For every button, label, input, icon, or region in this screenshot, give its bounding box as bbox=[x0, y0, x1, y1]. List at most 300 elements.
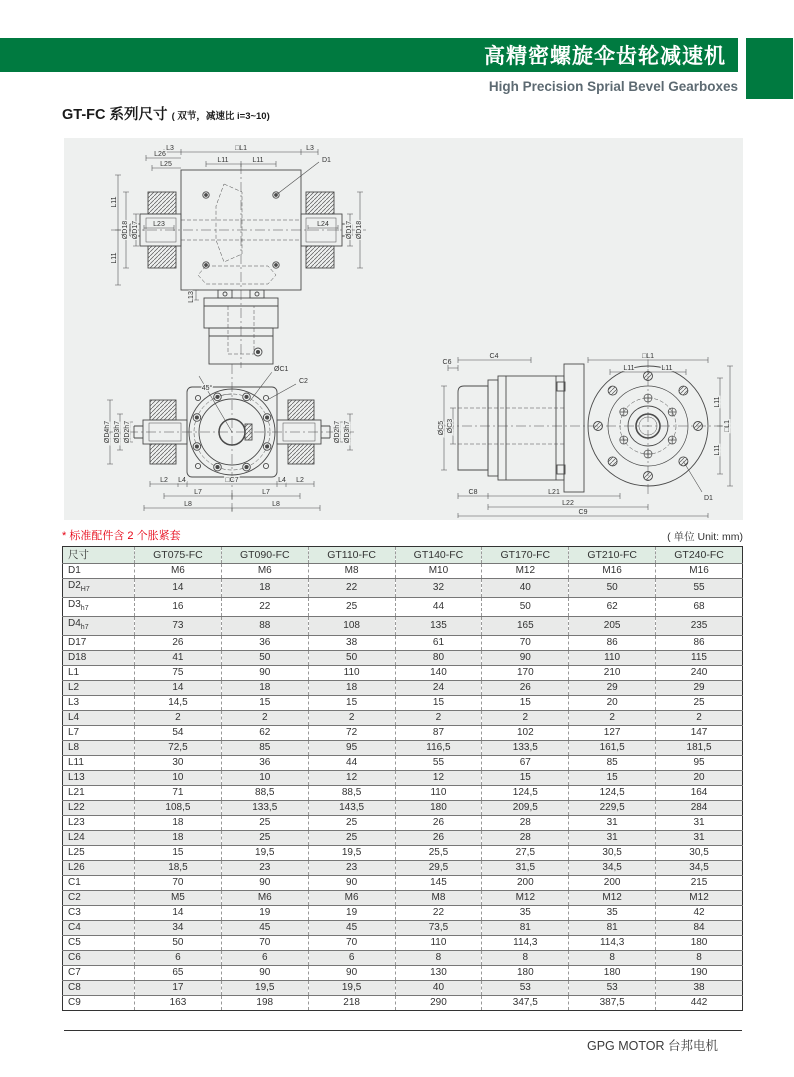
dim-label: L11 bbox=[714, 396, 721, 408]
dim-label: L24 bbox=[317, 221, 329, 228]
dimension-value: 31 bbox=[656, 831, 743, 846]
dim-label: C9 bbox=[578, 509, 588, 516]
dimension-value: 108 bbox=[308, 617, 395, 636]
dimension-value: 45 bbox=[221, 921, 308, 936]
column-header: GT210-FC bbox=[569, 547, 656, 564]
dimension-value: M12 bbox=[656, 891, 743, 906]
dimension-value: 72,5 bbox=[135, 741, 222, 756]
dimension-value: 164 bbox=[656, 786, 743, 801]
dimension-value: 71 bbox=[135, 786, 222, 801]
dimension-value: 180 bbox=[395, 801, 482, 816]
header-title-cn: 高精密螺旋伞齿轮减速机 bbox=[484, 45, 726, 68]
dimension-value: 73 bbox=[135, 617, 222, 636]
dimension-value: 140 bbox=[395, 666, 482, 681]
dimension-value: 55 bbox=[656, 579, 743, 598]
dim-label: L8 bbox=[184, 501, 192, 508]
dimension-value: 34,5 bbox=[656, 861, 743, 876]
column-header: GT170-FC bbox=[482, 547, 569, 564]
table-row bbox=[63, 876, 743, 891]
dimension-value: 180 bbox=[482, 966, 569, 981]
dimension-value: 50 bbox=[221, 651, 308, 666]
dimension-value: 26 bbox=[482, 681, 569, 696]
dimension-value: 90 bbox=[221, 966, 308, 981]
dimension-value: 387,5 bbox=[569, 996, 656, 1011]
dim-label: L11 bbox=[252, 157, 264, 164]
dim-label: □L1 bbox=[234, 145, 248, 152]
dim-label: L23 bbox=[153, 221, 165, 228]
dim-label: □C7 bbox=[225, 477, 239, 484]
dimension-value: 114,3 bbox=[569, 936, 656, 951]
dim-label: L2 bbox=[160, 477, 168, 484]
dimension-value: 26 bbox=[395, 816, 482, 831]
table-row bbox=[63, 636, 743, 651]
dimension-value: 31 bbox=[569, 816, 656, 831]
dimension-value: 110 bbox=[395, 786, 482, 801]
dim-label: ØD4h7 bbox=[104, 420, 111, 444]
dimension-value: 30 bbox=[135, 756, 222, 771]
dimension-value: 290 bbox=[395, 996, 482, 1011]
table-row bbox=[63, 786, 743, 801]
dimension-label: C2 bbox=[63, 891, 135, 906]
dimension-value: 14 bbox=[135, 681, 222, 696]
dimension-value: 2 bbox=[308, 711, 395, 726]
dimension-value: 2 bbox=[569, 711, 656, 726]
dim-label: L11 bbox=[111, 252, 118, 264]
dimension-value: 50 bbox=[482, 598, 569, 617]
dim-label: L7 bbox=[194, 489, 202, 496]
dimension-label: L3 bbox=[63, 696, 135, 711]
dim-label: C6 bbox=[442, 359, 452, 366]
table-row bbox=[63, 696, 743, 711]
dim-label: ØC5 bbox=[438, 420, 445, 436]
dimension-value: 70 bbox=[308, 936, 395, 951]
dim-label: D1 bbox=[704, 495, 713, 502]
dimension-value: 28 bbox=[482, 816, 569, 831]
dimension-value: 2 bbox=[135, 711, 222, 726]
dimension-value: 88 bbox=[221, 617, 308, 636]
dimension-value: 25 bbox=[221, 831, 308, 846]
dimension-value: 25,5 bbox=[395, 846, 482, 861]
dimension-value: 85 bbox=[569, 756, 656, 771]
dimension-value: 124,5 bbox=[569, 786, 656, 801]
dimension-label: C3 bbox=[63, 906, 135, 921]
dimension-value: 28 bbox=[482, 831, 569, 846]
dimension-value: 347,5 bbox=[482, 996, 569, 1011]
dimension-value: 19,5 bbox=[221, 846, 308, 861]
dimension-value: 22 bbox=[395, 906, 482, 921]
dimension-value: 16 bbox=[135, 598, 222, 617]
dimension-value: 41 bbox=[135, 651, 222, 666]
dimension-label: L21 bbox=[63, 786, 135, 801]
dim-label: L13 bbox=[188, 291, 195, 303]
dimension-value: 229,5 bbox=[569, 801, 656, 816]
dimension-value: 2 bbox=[221, 711, 308, 726]
table-row bbox=[63, 951, 743, 966]
dimension-value: 30,5 bbox=[569, 846, 656, 861]
dimension-value: 44 bbox=[308, 756, 395, 771]
dimension-label: L26 bbox=[63, 861, 135, 876]
dim-label: L22 bbox=[562, 500, 574, 507]
dimension-value: 20 bbox=[569, 696, 656, 711]
dimension-value: M6 bbox=[221, 564, 308, 579]
dimension-value: 35 bbox=[482, 906, 569, 921]
side-view-drawing bbox=[436, 350, 736, 518]
dimension-value: 108,5 bbox=[135, 801, 222, 816]
dim-label: C8 bbox=[468, 489, 478, 496]
table-row bbox=[63, 741, 743, 756]
dimension-value: M10 bbox=[395, 564, 482, 579]
column-header: GT140-FC bbox=[395, 547, 482, 564]
dimension-label: $D3_{h7}$ bbox=[63, 598, 135, 617]
table-row bbox=[63, 726, 743, 741]
dim-label: 45° bbox=[201, 385, 213, 392]
dim-label: L3 bbox=[306, 145, 314, 152]
dimension-value: 90 bbox=[482, 651, 569, 666]
table-row bbox=[63, 816, 743, 831]
dimension-value: 70 bbox=[482, 636, 569, 651]
dimension-value: 133,5 bbox=[482, 741, 569, 756]
dimension-value: 135 bbox=[395, 617, 482, 636]
dimension-value: 80 bbox=[395, 651, 482, 666]
table-row bbox=[63, 831, 743, 846]
table-row bbox=[63, 891, 743, 906]
dimension-value: 124,5 bbox=[482, 786, 569, 801]
header-banner bbox=[0, 38, 738, 72]
dimension-value: 235 bbox=[656, 617, 743, 636]
dimension-value: 130 bbox=[395, 966, 482, 981]
dimension-value: 110 bbox=[569, 651, 656, 666]
dimension-value: 6 bbox=[308, 951, 395, 966]
dimension-value: 31 bbox=[569, 831, 656, 846]
dimension-label: D1 bbox=[63, 564, 135, 579]
dimension-value: 50 bbox=[135, 936, 222, 951]
dimension-value: 8 bbox=[395, 951, 482, 966]
dimension-value: 19 bbox=[221, 906, 308, 921]
dim-label: ØC3 bbox=[447, 418, 454, 434]
dimension-value: 38 bbox=[308, 636, 395, 651]
dim-label: ØD18 bbox=[122, 220, 129, 240]
dimension-value: 15 bbox=[135, 846, 222, 861]
dim-label: L4 bbox=[178, 477, 186, 484]
dimension-value: 81 bbox=[482, 921, 569, 936]
dimension-value: M12 bbox=[482, 891, 569, 906]
dimension-value: 8 bbox=[482, 951, 569, 966]
dimension-value: 12 bbox=[395, 771, 482, 786]
dimension-value: 205 bbox=[569, 617, 656, 636]
table-row bbox=[63, 981, 743, 996]
dimension-value: M16 bbox=[569, 564, 656, 579]
dimension-value: 180 bbox=[656, 936, 743, 951]
dimension-value: 127 bbox=[569, 726, 656, 741]
column-header: 尺寸 bbox=[63, 547, 135, 564]
dimension-value: 44 bbox=[395, 598, 482, 617]
section-title-text: GT-FC 系列尺寸 bbox=[62, 107, 168, 123]
dimension-label: D18 bbox=[63, 651, 135, 666]
dimension-value: 85 bbox=[221, 741, 308, 756]
dimension-value: 165 bbox=[482, 617, 569, 636]
dimension-value: 143,5 bbox=[308, 801, 395, 816]
footer-brand: GPG MOTOR 台邦电机 bbox=[586, 1039, 718, 1053]
dimension-value: M12 bbox=[569, 891, 656, 906]
dimension-value: 27,5 bbox=[482, 846, 569, 861]
dimension-value: 34,5 bbox=[569, 861, 656, 876]
dimension-value: 29 bbox=[656, 681, 743, 696]
dim-label: ØD3h7 bbox=[344, 420, 351, 444]
section-title bbox=[62, 103, 270, 124]
dimension-value: 88,5 bbox=[308, 786, 395, 801]
dim-label: L26 bbox=[154, 151, 166, 158]
dimension-label: $D4_{h7}$ bbox=[63, 617, 135, 636]
dimension-value: 40 bbox=[482, 579, 569, 598]
dimension-value: 88,5 bbox=[221, 786, 308, 801]
dimension-value: 19,5 bbox=[221, 981, 308, 996]
dimension-value: 180 bbox=[569, 966, 656, 981]
dimension-label: L4 bbox=[63, 711, 135, 726]
table-header-row bbox=[63, 547, 743, 564]
table-row bbox=[63, 966, 743, 981]
dimension-value: 67 bbox=[482, 756, 569, 771]
dimension-label: L8 bbox=[63, 741, 135, 756]
dimension-value: 110 bbox=[395, 936, 482, 951]
dimension-value: 215 bbox=[656, 876, 743, 891]
dimension-value: M6 bbox=[308, 891, 395, 906]
dimension-label: L22 bbox=[63, 801, 135, 816]
dimension-value: 31,5 bbox=[482, 861, 569, 876]
dimension-value: 90 bbox=[221, 666, 308, 681]
dimension-value: 30,5 bbox=[656, 846, 743, 861]
dim-label: D1 bbox=[322, 157, 331, 164]
table-row bbox=[63, 771, 743, 786]
dim-label: L25 bbox=[160, 161, 172, 168]
top-view-drawing bbox=[106, 140, 371, 372]
dimension-value: 90 bbox=[308, 966, 395, 981]
dimension-value: 61 bbox=[395, 636, 482, 651]
table-row bbox=[63, 921, 743, 936]
dimension-label: L25 bbox=[63, 846, 135, 861]
dimension-value: 190 bbox=[656, 966, 743, 981]
dimension-value: 90 bbox=[308, 876, 395, 891]
table-row bbox=[63, 617, 743, 636]
dimension-value: 29 bbox=[569, 681, 656, 696]
dimension-value: 24 bbox=[395, 681, 482, 696]
dimension-value: 81 bbox=[569, 921, 656, 936]
dimension-table-body bbox=[63, 564, 743, 1011]
dimension-value: 19 bbox=[308, 906, 395, 921]
dimension-value: 15 bbox=[308, 696, 395, 711]
dimension-value: 20 bbox=[656, 771, 743, 786]
dimension-label: L24 bbox=[63, 831, 135, 846]
dimension-value: 25 bbox=[221, 816, 308, 831]
dimension-label: C8 bbox=[63, 981, 135, 996]
dimension-value: 200 bbox=[482, 876, 569, 891]
dimension-value: 70 bbox=[221, 936, 308, 951]
dimension-value: 102 bbox=[482, 726, 569, 741]
dimension-value: 442 bbox=[656, 996, 743, 1011]
dimension-value: 15 bbox=[482, 771, 569, 786]
dimension-value: 210 bbox=[569, 666, 656, 681]
dimension-label: D17 bbox=[63, 636, 135, 651]
dim-label: L11 bbox=[217, 157, 229, 164]
dimension-label: $D2_{H7}$ bbox=[63, 579, 135, 598]
table-row bbox=[63, 906, 743, 921]
dimension-value: 15 bbox=[569, 771, 656, 786]
dimension-value: 18 bbox=[221, 579, 308, 598]
dimension-value: 26 bbox=[135, 636, 222, 651]
table-row bbox=[63, 846, 743, 861]
dim-label: □L1 bbox=[724, 419, 731, 433]
dimension-value: 62 bbox=[569, 598, 656, 617]
table-row bbox=[63, 861, 743, 876]
dimension-value: 55 bbox=[395, 756, 482, 771]
dimension-value: 72 bbox=[308, 726, 395, 741]
unit-note: ( 单位 Unit: mm) bbox=[667, 531, 743, 543]
dimension-value: 6 bbox=[221, 951, 308, 966]
table-row bbox=[63, 666, 743, 681]
dimension-label: L13 bbox=[63, 771, 135, 786]
table-row bbox=[63, 564, 743, 579]
dim-label: L7 bbox=[262, 489, 270, 496]
dimension-label: L2 bbox=[63, 681, 135, 696]
dimension-value: 18 bbox=[135, 816, 222, 831]
dimension-value: 86 bbox=[569, 636, 656, 651]
dimension-value: 161,5 bbox=[569, 741, 656, 756]
dimension-value: 31 bbox=[656, 816, 743, 831]
dimension-value: 17 bbox=[135, 981, 222, 996]
table-row bbox=[63, 598, 743, 617]
dimension-value: 145 bbox=[395, 876, 482, 891]
dim-label: L21 bbox=[548, 489, 560, 496]
table-row bbox=[63, 681, 743, 696]
dimension-value: 65 bbox=[135, 966, 222, 981]
dimension-value: 8 bbox=[656, 951, 743, 966]
dim-label: □L1 bbox=[641, 353, 655, 360]
footer-divider bbox=[64, 1030, 742, 1031]
dimension-value: 19,5 bbox=[308, 981, 395, 996]
dimension-label: C5 bbox=[63, 936, 135, 951]
dim-label: ØD17 bbox=[346, 220, 353, 240]
dimension-value: 200 bbox=[569, 876, 656, 891]
dimension-value: 2 bbox=[395, 711, 482, 726]
dimension-value: 15 bbox=[221, 696, 308, 711]
dim-label: C4 bbox=[489, 353, 499, 360]
dimension-value: M8 bbox=[395, 891, 482, 906]
dimension-value: 18 bbox=[221, 681, 308, 696]
dimension-value: 2 bbox=[482, 711, 569, 726]
dimension-value: 53 bbox=[569, 981, 656, 996]
dimension-label: L7 bbox=[63, 726, 135, 741]
dimension-value: 40 bbox=[395, 981, 482, 996]
table-row bbox=[63, 936, 743, 951]
dim-label: ØD2h7 bbox=[124, 420, 131, 444]
dimension-value: 14 bbox=[135, 579, 222, 598]
dimension-value: 50 bbox=[569, 579, 656, 598]
dimension-value: 32 bbox=[395, 579, 482, 598]
column-header: GT240-FC bbox=[656, 547, 743, 564]
column-header: GT090-FC bbox=[221, 547, 308, 564]
dimension-value: 14 bbox=[135, 906, 222, 921]
dimension-value: 84 bbox=[656, 921, 743, 936]
dimension-value: 53 bbox=[482, 981, 569, 996]
dimension-label: C1 bbox=[63, 876, 135, 891]
dimension-value: 18 bbox=[308, 681, 395, 696]
dimension-value: 95 bbox=[656, 756, 743, 771]
section-subtitle: ( 双节，减速比 i=3~10) bbox=[171, 111, 270, 122]
dimension-label: C9 bbox=[63, 996, 135, 1011]
table-row bbox=[63, 579, 743, 598]
dimension-value: 22 bbox=[221, 598, 308, 617]
header-subtitle: High Precision Sprial Bevel Gearboxes bbox=[488, 79, 738, 94]
dimension-label: L1 bbox=[63, 666, 135, 681]
dimension-label: C6 bbox=[63, 951, 135, 966]
dimension-value: 170 bbox=[482, 666, 569, 681]
dim-label: L11 bbox=[111, 196, 118, 208]
dimension-value: M6 bbox=[135, 564, 222, 579]
dimension-value: 284 bbox=[656, 801, 743, 816]
dimension-value: 45 bbox=[308, 921, 395, 936]
dimension-value: 15 bbox=[482, 696, 569, 711]
dimension-value: 114,3 bbox=[482, 936, 569, 951]
dimension-value: 18 bbox=[135, 831, 222, 846]
dimension-value: 163 bbox=[135, 996, 222, 1011]
table-row bbox=[63, 996, 743, 1011]
dim-label: L8 bbox=[272, 501, 280, 508]
dimension-value: 198 bbox=[221, 996, 308, 1011]
dimension-value: 115 bbox=[656, 651, 743, 666]
drawings-panel bbox=[64, 138, 743, 520]
dimension-value: 35 bbox=[569, 906, 656, 921]
dimension-value: 218 bbox=[308, 996, 395, 1011]
dim-label: L11 bbox=[714, 444, 721, 456]
dimension-value: 90 bbox=[221, 876, 308, 891]
dimension-value: 54 bbox=[135, 726, 222, 741]
dim-label: ØD18 bbox=[356, 220, 363, 240]
dim-label: ØD17 bbox=[132, 220, 139, 240]
dimension-value: 181,5 bbox=[656, 741, 743, 756]
dim-label: L4 bbox=[278, 477, 286, 484]
dimension-value: 14,5 bbox=[135, 696, 222, 711]
dimension-value: 95 bbox=[308, 741, 395, 756]
dim-label: L2 bbox=[296, 477, 304, 484]
dimension-value: 6 bbox=[135, 951, 222, 966]
dimension-value: 25 bbox=[308, 816, 395, 831]
dimension-value: 36 bbox=[221, 636, 308, 651]
dimension-value: 147 bbox=[656, 726, 743, 741]
dimension-value: 2 bbox=[656, 711, 743, 726]
column-header: GT075-FC bbox=[135, 547, 222, 564]
dimension-value: 73,5 bbox=[395, 921, 482, 936]
dimension-value: 29,5 bbox=[395, 861, 482, 876]
dimension-value: 87 bbox=[395, 726, 482, 741]
dimension-label: C7 bbox=[63, 966, 135, 981]
table-row bbox=[63, 756, 743, 771]
dimension-value: 18,5 bbox=[135, 861, 222, 876]
dimension-value: 133,5 bbox=[221, 801, 308, 816]
dimension-value: 110 bbox=[308, 666, 395, 681]
dimension-value: M12 bbox=[482, 564, 569, 579]
dimension-table bbox=[62, 546, 743, 1011]
dimension-value: 116,5 bbox=[395, 741, 482, 756]
header-corner-block bbox=[746, 38, 793, 99]
dimension-value: 25 bbox=[308, 598, 395, 617]
dimension-value: 70 bbox=[135, 876, 222, 891]
dimension-value: 209,5 bbox=[482, 801, 569, 816]
dimension-value: 50 bbox=[308, 651, 395, 666]
dim-label: ØC1 bbox=[274, 366, 289, 373]
dimension-value: 26 bbox=[395, 831, 482, 846]
dimension-value: 68 bbox=[656, 598, 743, 617]
dimension-value: M6 bbox=[221, 891, 308, 906]
dimension-value: 42 bbox=[656, 906, 743, 921]
